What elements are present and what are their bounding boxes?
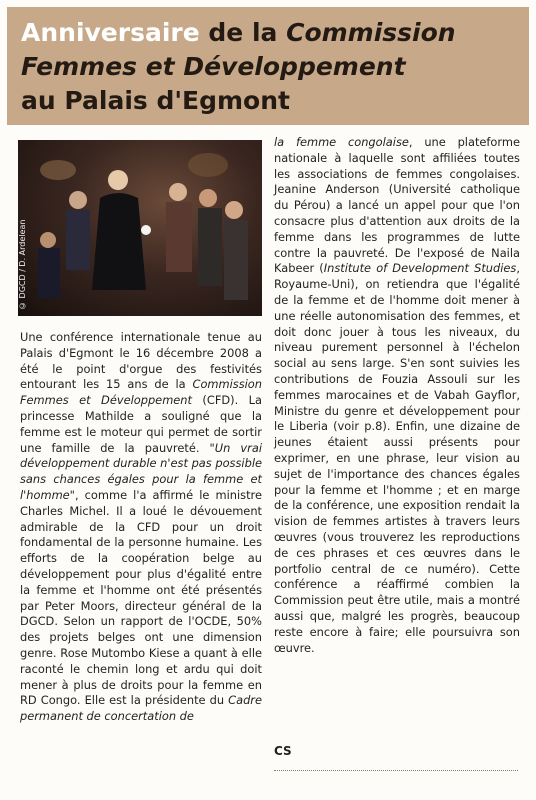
article-title bbox=[21, 16, 521, 118]
title-banner bbox=[7, 7, 529, 125]
author-signature: CS bbox=[274, 744, 292, 758]
title-commission-name: Commission Femmes et Développement bbox=[21, 18, 456, 81]
col1-italic-1: Commission Femmes et Développement bbox=[20, 377, 262, 408]
title-accent-word: Anniversaire bbox=[21, 18, 200, 47]
column-2-text bbox=[274, 135, 520, 656]
col2-text-2: , Royaume-Uni), on retiendra que l'égalité de la femme et de l'homme doit mener à une réelle autonomisation des femmes, et doit donc jouer à tous les niveaux, du niveau purement personnel à l'échelon social au sens large. S'en sont suivies les contributions de Fouzia Assouli sur les femmes marocaines et de Vabah Gayflor, Ministre du genre et développement pour le Liberia (voir p.8). Enfin, une dizaine de jeunes étaient aussi présents pour exprimer, en une phrase, leur vision au sujet de l'importance des chances égales pour la femme et l'homme ; et en marge de la conférence, une exposition rendait la vision de femmes artistes à travers leurs œuvres (vous trouverez les reproductions de ces phrases et ces œuvres dans le portfolio central de ce numéro). Cette conférence a réaffirmé combien la Commission peut être utile, mais a montré aussi que, malgré les progrès, beaucoup reste encore à faire; elle poursuivra son œuvre. bbox=[274, 261, 520, 655]
title-text-part1: de la bbox=[199, 18, 287, 47]
photo-illustration bbox=[18, 140, 262, 316]
event-photo bbox=[18, 140, 262, 316]
col1-text-2: (CFD). La princesse Mathilde a souligné que la femme est le moteur qui permet de sortir une famille de la pauvreté. bbox=[20, 393, 262, 455]
article-column-1 bbox=[20, 330, 262, 725]
col2-italic-2: Institute of Development Studies bbox=[323, 261, 517, 276]
col1-text-3: , comme l'a affirmé le ministre Charles Michel. Il a loué le dévouement admirable de la CFD pour un droit fondamental de la personne humaine. Les efforts de la coopération belge au développement pour plus d'égalité entre la femme et l'homme ont été présentés par Peter Moors, directeur général de la DGCD. Selon un rapport de l'OCDE, 50% des projets belges ont une dimension genre. Rose Mutombo Kiese a quant à elle raconté le chemin long et ardu qui doit mener à plus de droits pour la femme en RD Congo. Elle est la présidente du bbox=[20, 487, 262, 708]
col2-text-1: , une plateforme nationale à laquelle sont affiliées toutes les associations de femmes congolaises. Jeanine Anderson (Université catholique du Pérou) a lancé un appel pour que l'on consacre plus d'attention aux droits de la femme dans les programmes de lutte contre la pauvreté. De l'exposé de Naila Kabeer ( bbox=[274, 135, 520, 276]
article-column-2 bbox=[274, 135, 520, 656]
photo-credit: © DGCD / D. Ardelean bbox=[18, 219, 27, 310]
column-1-text bbox=[20, 330, 262, 725]
col1-italic-3: Cadre permanent de concertation de bbox=[20, 693, 262, 724]
col1-text-1: Une conférence internationale tenue au Palais d'Egmont le 16 décembre 2008 a été le point d'orgue des festivités entourant les 15 ans de la bbox=[20, 330, 262, 392]
col2-italic-1: la femme congolaise bbox=[274, 135, 409, 149]
dotted-divider bbox=[274, 770, 518, 771]
title-text-part2: au Palais d'Egmont bbox=[21, 86, 290, 115]
col1-quote: "Un vrai développement durable n'est pas possible sans chances égales pour la femme et l'homme" bbox=[20, 440, 262, 502]
